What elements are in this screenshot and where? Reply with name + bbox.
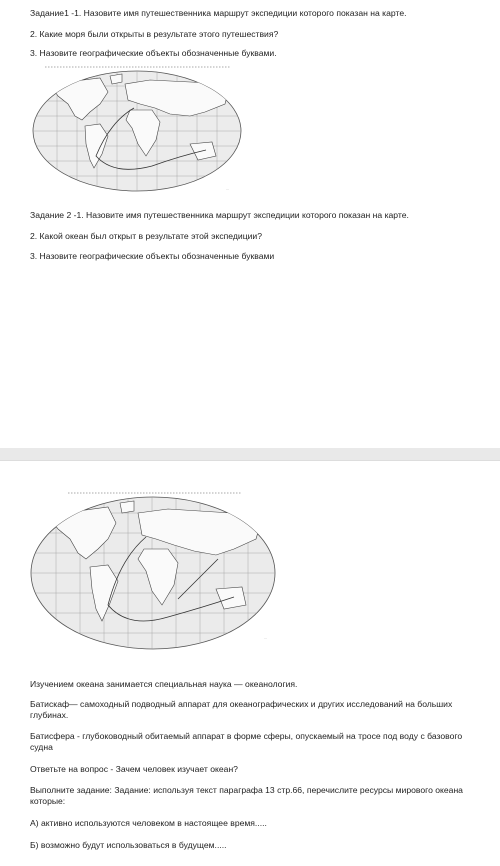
svg-text:···: ··· bbox=[226, 187, 229, 191]
task2-question-1: Задание 2 -1. Назовите имя путешественника маршрут экспедиции которого показан на карте. bbox=[30, 210, 409, 220]
world-map-2 bbox=[28, 489, 288, 659]
paragraph-oceanology: Изучением океана занимается специальная наука — океанология. bbox=[30, 679, 298, 689]
paragraph-bathyscaphe: Батискаф— самоходный подводный аппарат для океанографических и других исследований на больших глубинах. bbox=[30, 699, 453, 720]
paragraph-bathysphere: Батисфера - глубоководный обитаемый аппарат в форме сферы, опускаемый на тросе под воду с базового судна bbox=[30, 731, 463, 752]
paragraph-assignment: Выполните задание: Задание: используя текст параграфа 13 стр.66, перечислите ресурсы мирового океана которые: bbox=[30, 785, 463, 806]
task2-question-2: 2. Какой океан был открыт в результате этой экспедиции? bbox=[30, 231, 262, 241]
task2-question-3: 3. Назовите географические объекты обозначенные буквами bbox=[30, 251, 275, 261]
task1-question-3: 3. Назовите географические объекты обозначенные буквами. bbox=[30, 48, 277, 58]
world-map-1 bbox=[30, 64, 245, 196]
task1-question-1: Задание1 -1. Назовите имя путешественника маршрут экспедиции которого показан на карте. bbox=[30, 8, 407, 18]
page-separator bbox=[0, 448, 500, 460]
paragraph-option-a: А) активно используются человеком в настоящее время..... bbox=[30, 818, 267, 828]
task1-question-2: 2. Какие моря были открыты в результате этого путешествия? bbox=[30, 29, 279, 39]
paragraph-option-b: Б) возможно будут использоваться в будущем..... bbox=[30, 840, 227, 850]
paragraph-question: Ответьте на вопрос - Зачем человек изучает океан? bbox=[30, 764, 238, 774]
svg-text:···: ··· bbox=[264, 636, 267, 640]
page-2 bbox=[0, 460, 500, 866]
